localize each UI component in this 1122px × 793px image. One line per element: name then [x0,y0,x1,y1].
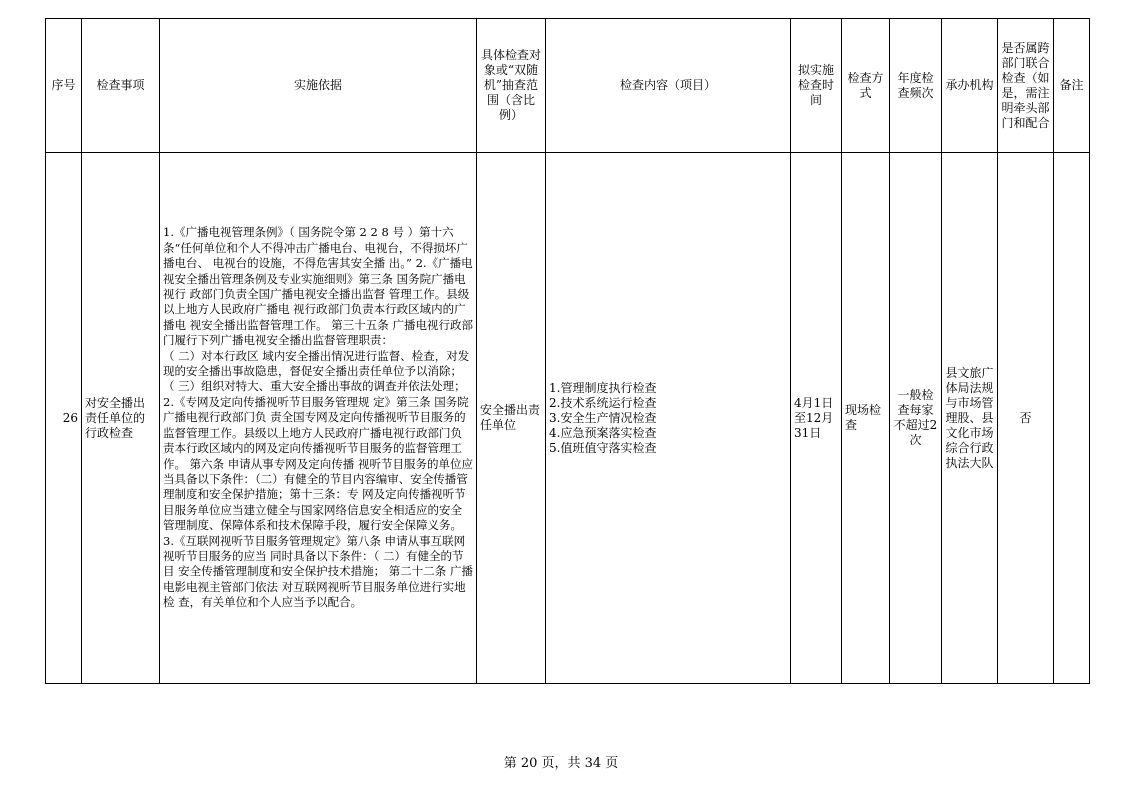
basis-paragraph: （ 三）组织对特大、重大安全播出事故的调查并依法处理； [163,379,466,394]
cell-object: 安全播出责任单位 [477,153,546,684]
cell-basis [160,153,477,684]
cell-seq: 26 [46,153,82,684]
header-object: 具体检查对象或“双随机”抽查范围（含比例） [477,19,546,153]
header-content: 检查内容（项目） [546,19,791,153]
table-row [46,153,1090,684]
cell-joint: 否 [998,153,1054,684]
header-basis: 实施依据 [160,19,477,153]
cell-method: 现场检查 [842,153,890,684]
header-time: 拟实施检查时间 [791,19,842,153]
cell-agency: 县文旅广体局法规与市场管理股、县文化市场综合行政执法大队 [942,153,998,684]
cell-item: 对安全播出责任单位的行政检查 [82,153,160,684]
header-remark: 备注 [1054,19,1090,153]
basis-paragraph: 3.《互联网视听节目服务管理规定》第八条 申请从事互联网视听节目服务的应当 同时具备以下条件：（ 二）有健全的节目 安全传播管理制度和安全保护技术措施； 第二十二条 广播电影电视主管部门依法 对互联网视听节目服务单位进行实地检 查，有关单位和个人应当予以配合。 [163,533,473,610]
content-item: 4.应急预案落实检查 [549,425,657,440]
header-frequency: 年度检查频次 [890,19,942,153]
content-item: 1.管理制度执行检查 [549,380,657,395]
basis-paragraph: 2.《专网及定向传播视听节目服务管理规 定》第三条 国务院广播电视行政部门负 责全国专网及定向传播视听节目服务的监督管理工作。县级以上地方人民政府广播电视行政部门负责本行政区域内的网及定向传播视听节目服务的监督管理工作。 第六条 申请从事专网及定向传播 视听节目服务的单位应当具备以下条件：（二）有健全的节目内容编审、安全传播管理制度和安全保护措施；第十三条：专 网及定向传播视听节目服务单位应当建立健全与国家网络信息安全相适应的安全管理制度、保障体系和技术保障手段，履行安全保障义务。 [163,394,473,533]
inspection-table [45,18,1090,684]
cell-frequency: 一般检查每家不超过2次 [890,153,942,684]
header-seq: 序号 [46,19,82,153]
basis-paragraph: （ 二）对本行政区 域内安全播出情况进行监督、检查，对发现的安全播出事故隐患，督促安全播出责任单位予以消除； [163,348,470,379]
cell-time: 4月1日至12月31日 [791,153,842,684]
basis-paragraph: 1.《广播电视管理条例》（ 国务院令第 2 2 8 号 ）第十六条“任何单位和个人不得冲击广播电台、电视台，不得损坏广播电台、 电视台的设施，不得危害其安全播 出。” 2.《广播电视安全播出管理条例及专业实施细则》第三条 国务院广播电视行 政部门负责全国广播电视安全播出监督 管理工作。县级以上地方人民政府广播电 视行政部门负责本行政区域内的广播电 视安全播出监督管理工作。 第三十五条 广播电视行政部门履行下列广播电视安全播出监督管理职责： [163,225,473,348]
header-item: 检查事项 [82,19,160,153]
content-item: 5.值班值守落实检查 [549,440,657,455]
header-joint [998,19,1054,153]
cell-content [546,153,791,684]
content-item: 3.安全生产情况检查 [549,410,657,425]
content-item: 2.技术系统运行检查 [549,395,657,410]
header-agency: 承办机构 [942,19,998,153]
cell-remark [1054,153,1090,684]
header-method: 检查方式 [842,19,890,153]
page-footer: 第 20 页，共 34 页 [503,756,619,771]
header-joint-text: 是否属跨部门联合检查（如是，需注明牵头部门和配合 [1001,40,1050,130]
header-row [46,19,1090,153]
